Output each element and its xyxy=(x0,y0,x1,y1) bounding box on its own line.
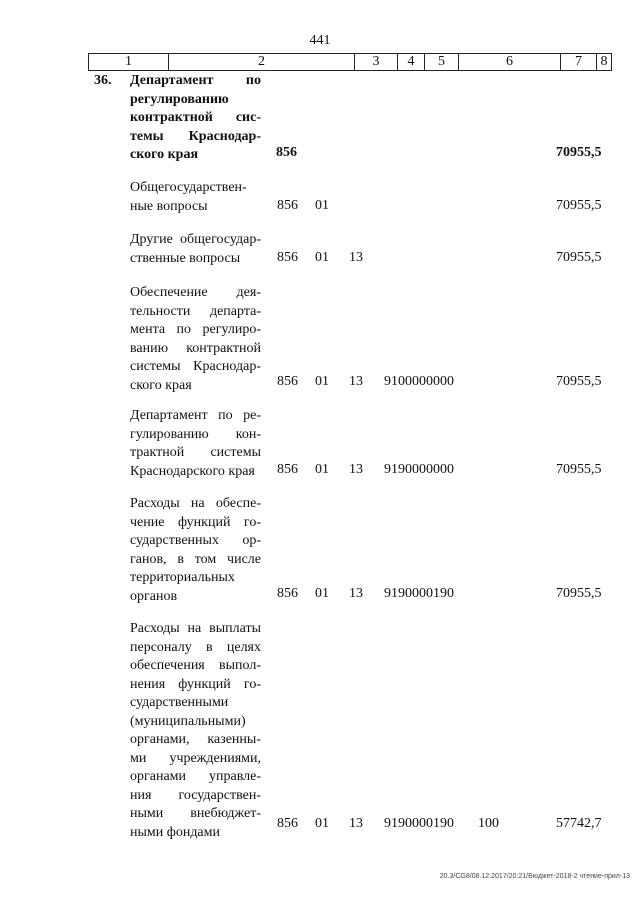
section-name-line: регулированию xyxy=(130,91,229,107)
row-col5: 13 xyxy=(349,816,363,831)
row-name-line: системы Краснодар- xyxy=(130,359,261,374)
row-name-line: Департамент по ре- xyxy=(130,408,261,423)
row-name-line: обеспечения выпол- xyxy=(130,658,261,673)
column-header-4: 4 xyxy=(398,54,425,70)
section-name xyxy=(130,72,261,165)
section-number: 36. xyxy=(94,73,112,88)
row-name-line: органами, казенны- xyxy=(130,732,261,747)
row-col3: 856 xyxy=(277,816,298,831)
row-col6: 9190000000 xyxy=(384,462,454,477)
row-col5: 13 xyxy=(349,462,363,477)
row-col7: 100 xyxy=(478,816,499,831)
row-col6: 9190000190 xyxy=(384,586,454,601)
row-name-line: Расходы на выплаты xyxy=(130,621,261,636)
row-name-line: ными фондами xyxy=(130,824,221,840)
row-col5: 13 xyxy=(349,250,363,265)
section-name-line: контрактной сис- xyxy=(130,110,261,125)
column-header-8: 8 xyxy=(600,54,608,69)
column-header-6: 6 xyxy=(459,54,561,70)
row-name-line: персоналу в целях xyxy=(130,639,261,655)
row-name-line: гулированию кон- xyxy=(130,426,261,442)
row-name-line: территориальных xyxy=(130,570,235,585)
row-col3: 856 xyxy=(277,586,298,601)
row-col4: 01 xyxy=(315,462,329,477)
row-col8: 70955,5 xyxy=(556,586,602,601)
row-name-line: ными внебюджет- xyxy=(130,806,261,821)
row-col3: 856 xyxy=(277,198,298,213)
row-col4: 01 xyxy=(315,250,329,265)
row-col5: 13 xyxy=(349,586,363,601)
section-amount: 70955,5 xyxy=(556,145,602,160)
row-col4: 01 xyxy=(315,198,329,213)
row-col5: 13 xyxy=(349,374,363,389)
row-name-line: органами управле- xyxy=(130,769,261,784)
row-name-line: Другие общегосудар- xyxy=(130,232,261,247)
row-name-line: тельности департа- xyxy=(130,303,261,319)
column-header-3: 3 xyxy=(355,54,398,70)
row-col3: 856 xyxy=(277,374,298,389)
section-name-line: ского края xyxy=(130,147,199,162)
row-name-line: нения функций го- xyxy=(130,676,261,692)
row-col4: 01 xyxy=(315,816,329,831)
row-name-line: ского края xyxy=(130,377,192,393)
row-col8: 70955,5 xyxy=(556,198,602,213)
row-name-line: ганов, в том числе xyxy=(130,551,261,567)
row-name-line: трактной системы xyxy=(130,445,261,460)
column-header-7: 7 xyxy=(561,54,597,70)
row-col6: 9100000000 xyxy=(384,374,454,389)
footer-print-stamp: 20.3/CG8/08.12.2017/20:21/Бюджет-2018-2 чтение-прил-13 xyxy=(439,873,630,880)
row-name-line: (муниципальными) xyxy=(130,713,246,729)
column-header-row xyxy=(88,53,612,71)
row-name-line: сударственных ор- xyxy=(130,533,261,548)
section-name-line: Департамент по xyxy=(130,73,261,88)
row-name xyxy=(130,179,261,216)
row-name xyxy=(130,284,261,395)
page-number: 441 xyxy=(309,33,331,48)
row-name xyxy=(130,620,261,842)
row-name-line: ми учреждениями, xyxy=(130,750,261,766)
row-name-line: Обеспечение дея- xyxy=(130,285,261,300)
row-name-line: ственные вопросы xyxy=(130,250,241,266)
row-col4: 01 xyxy=(315,374,329,389)
row-col8: 70955,5 xyxy=(556,374,602,389)
row-name-line: Краснодарского края xyxy=(130,463,255,479)
row-name xyxy=(130,495,261,606)
row-col8: 70955,5 xyxy=(556,250,602,265)
section-code: 856 xyxy=(276,145,297,160)
row-name-line: ния государствен- xyxy=(130,787,261,803)
row-name-line: чение функций го- xyxy=(130,514,261,530)
row-col3: 856 xyxy=(277,250,298,265)
row-name-line: сударственными xyxy=(130,695,229,710)
row-name-line: органов xyxy=(130,588,178,604)
row-col8: 57742,7 xyxy=(556,816,602,831)
row-col3: 856 xyxy=(277,462,298,477)
row-col6: 9190000190 xyxy=(384,816,454,831)
row-name xyxy=(130,231,261,268)
section-name-line: темы Краснодар- xyxy=(130,128,261,144)
row-name xyxy=(130,407,261,481)
column-header-5: 5 xyxy=(425,54,459,70)
row-name-line: Расходы на обеспе- xyxy=(130,496,261,511)
row-col4: 01 xyxy=(315,586,329,601)
row-name-line: Общегосударствен- xyxy=(130,180,247,195)
column-header-1: 1 xyxy=(89,54,169,70)
column-header-2: 2 xyxy=(169,54,355,70)
row-col8: 70955,5 xyxy=(556,462,602,477)
row-name-line: ванию контрактной xyxy=(130,340,261,356)
row-name-line: мента по регулиро- xyxy=(130,322,261,337)
row-name-line: ные вопросы xyxy=(130,198,208,214)
